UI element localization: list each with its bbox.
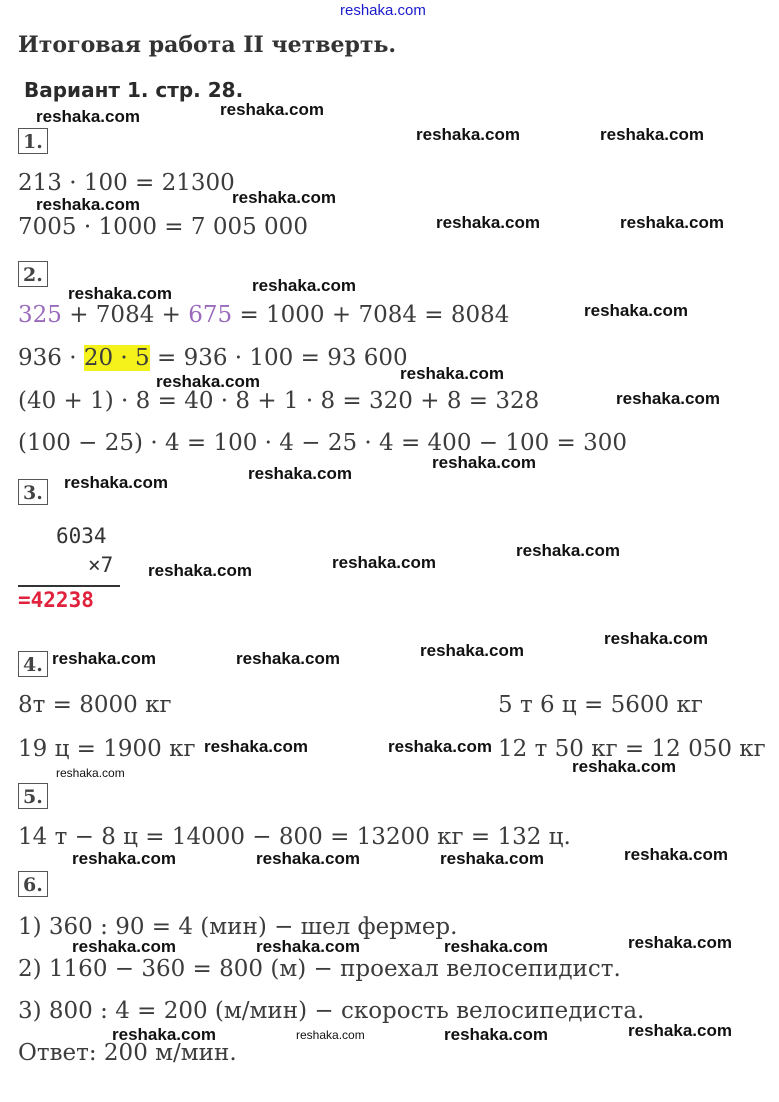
task-1-number: 1. [18, 128, 48, 154]
task-2-l2-a: 936 · [18, 345, 84, 371]
watermark: reshaka.com [236, 649, 340, 668]
task-3-number: 3. [18, 479, 48, 505]
task-6-number: 6. [18, 871, 48, 897]
task-6-answer: Ответ: 200 м/мин. [18, 1040, 237, 1066]
task-2-number: 2. [18, 261, 48, 287]
task-6-line-1: 1) 360 : 90 = 4 (мин) − шел фермер. [18, 914, 458, 940]
watermark: reshaka.com [156, 372, 260, 391]
task-3-multiplier: ×7 [88, 553, 114, 577]
task-2-l2-c: = 936 · 100 = 93 600 [149, 345, 408, 371]
watermark: reshaka.com [148, 561, 252, 580]
variant-heading: Вариант 1. стр. 28. [24, 78, 244, 102]
watermark: reshaka.com [232, 188, 336, 207]
task-2-term-mid: + 7084 + [61, 302, 189, 328]
watermark: reshaka.com [628, 1021, 732, 1040]
watermark: reshaka.com [440, 849, 544, 868]
watermark: reshaka.com [56, 766, 125, 780]
watermark: reshaka.com [620, 213, 724, 232]
watermark: reshaka.com [204, 737, 308, 756]
watermark: reshaka.com [64, 473, 168, 492]
watermark: reshaka.com [604, 629, 708, 648]
watermark: reshaka.com [72, 849, 176, 868]
task-5-line: 14 т − 8 ц = 14000 − 800 = 13200 кг = 132 ц. [18, 824, 571, 850]
watermark: reshaka.com [256, 937, 360, 956]
task-2-term-325: 325 [18, 302, 62, 328]
watermark: reshaka.com [436, 213, 540, 232]
task-2-term-675: 675 [188, 302, 233, 328]
task-4-line-d: 12 т 50 кг = 12 050 кг [498, 736, 766, 762]
watermark: reshaka.com [624, 845, 728, 864]
watermark: reshaka.com [416, 125, 520, 144]
watermark: reshaka.com [600, 125, 704, 144]
task-2-line-1 [18, 302, 509, 328]
watermark: reshaka.com [516, 541, 620, 560]
watermark: reshaka.com [584, 301, 688, 320]
task-2-line-3: (40 + 1) · 8 = 40 · 8 + 1 · 8 = 320 + 8 = 328 [18, 388, 540, 414]
task-3-divider [18, 585, 120, 587]
watermark: reshaka.com [68, 284, 172, 303]
watermark: reshaka.com [72, 937, 176, 956]
task-4-line-a: 8т = 8000 кг [18, 692, 172, 718]
watermark: reshaka.com [616, 389, 720, 408]
watermark: reshaka.com [628, 933, 732, 952]
task-4-line-c: 19 ц = 1900 кг [18, 736, 196, 762]
task-3-multiplicand: 6034 [56, 524, 107, 548]
watermark: reshaka.com [248, 464, 352, 483]
task-4-line-b: 5 т 6 ц = 5600 кг [498, 692, 703, 718]
watermark: reshaka.com [36, 195, 140, 214]
task-5-number: 5. [18, 783, 48, 809]
site-name: reshaka.com [340, 2, 426, 19]
task-3-result: =42238 [18, 588, 94, 612]
task-1-line-2: 7005 · 1000 = 7 005 000 [18, 214, 308, 240]
task-2-line-2 [18, 345, 408, 371]
watermark: reshaka.com [388, 737, 492, 756]
task-6-line-3: 3) 800 : 4 = 200 (м/мин) − скорость велосипедиста. [18, 998, 645, 1024]
task-2-line-4: (100 − 25) · 4 = 100 · 4 − 25 · 4 = 400 − 100 = 300 [18, 430, 628, 456]
watermark: reshaka.com [444, 1025, 548, 1044]
watermark: reshaka.com [52, 649, 156, 668]
watermark: reshaka.com [36, 107, 140, 126]
watermark: reshaka.com [112, 1025, 216, 1044]
task-2-term-result: = 1000 + 7084 = 8084 [232, 302, 510, 328]
task-4-number: 4. [18, 651, 48, 677]
task-1-line-1: 213 · 100 = 21300 [18, 170, 235, 196]
watermark: reshaka.com [252, 276, 356, 295]
watermark: reshaka.com [420, 641, 524, 660]
watermark: reshaka.com [296, 1028, 365, 1042]
watermark: reshaka.com [256, 849, 360, 868]
watermark: reshaka.com [220, 100, 324, 119]
watermark: reshaka.com [332, 553, 436, 572]
watermark: reshaka.com [400, 364, 504, 383]
page-title: Итоговая работа II четверть. [18, 32, 397, 58]
watermark: reshaka.com [432, 453, 536, 472]
watermark: reshaka.com [444, 937, 548, 956]
task-6-line-2: 2) 1160 − 360 = 800 (м) − проехал велосепидист. [18, 956, 621, 982]
task-2-highlight: 20 · 5 [83, 345, 150, 371]
watermark: reshaka.com [572, 757, 676, 776]
